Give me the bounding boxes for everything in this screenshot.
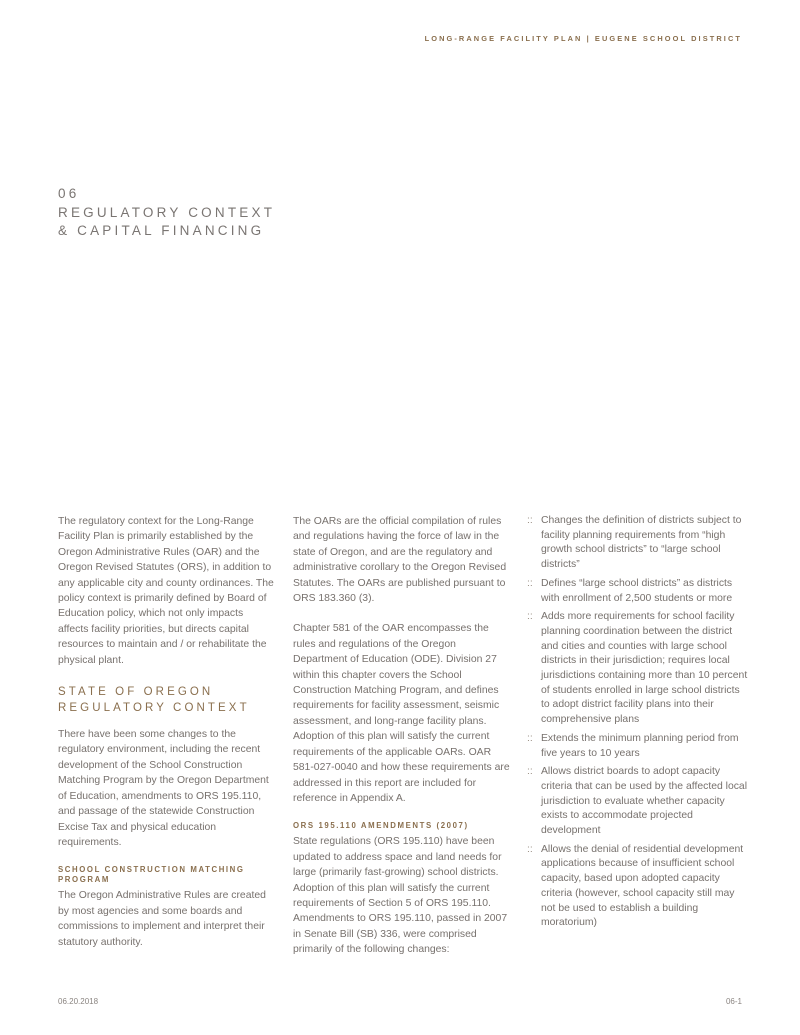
list-item-text: Extends the minimum planning period from five years to 10 years (541, 732, 739, 759)
bullet-marker: :: (527, 611, 533, 623)
text-column-2 (293, 514, 511, 973)
subheading-matching-program: SCHOOL CONSTRUCTION MATCHING PROGRAM (58, 865, 245, 885)
chapter-title-line2: & CAPITAL FINANCING (58, 223, 265, 238)
bullet-marker: :: (527, 515, 533, 526)
bullet-marker: :: (527, 577, 533, 589)
text-column-1 (58, 514, 276, 965)
list-item-text: Defines “large school districts” as districts with enrollment of 2,500 students or more (541, 577, 733, 604)
list-item (527, 732, 749, 761)
chapter-title (58, 185, 275, 241)
chapter-title-line1: REGULATORY CONTEXT (58, 204, 276, 220)
footer-page-number: 06-1 (725, 997, 742, 1006)
ors-amendments-paragraph: State regulations (ORS 195.110) have been updated to address space and land needs for large (primarily fast-growing) school districts. Adoption of this plan will satisfy the current requirements of Section 5 of ORS 195.110. Amendments to ORS 195.110, passed in 2007 in Senate Bill (SB) 336, were comprised primarily of the following changes: (293, 836, 508, 956)
intro-paragraph: The regulatory context for the Long-Range Facility Plan is primarily established by the Oregon Administrative Rules (OAR) and the Oregon Revised Statutes (ORS), in addition to any applicable city and county ordinances. The policy context is primarily defined by Board of Education policy, which not only impacts affects facility priorities, but directs capital resources to maintain and / or rehabilitate the physical plant. (58, 516, 274, 666)
section-heading-state-of-oregon (58, 684, 276, 716)
list-item (527, 577, 749, 606)
bullet-marker: :: (527, 766, 533, 778)
list-item-text: Allows district boards to adopt capacity criteria that can be used by the affected local jurisdiction to evaluate whether capacity exists to accommodate projected development (541, 766, 748, 837)
footer-date: 06.20.2018 (58, 997, 99, 1006)
bullet-marker: :: (527, 732, 533, 744)
list-item-text: Changes the definition of districts subject to facility planning requirements from “high growth school districts” to “large school districts” (541, 515, 742, 571)
regulatory-context-paragraph: There have been some changes to the regulatory environment, including the recent development of the School Construction Matching Program by the Oregon Department of Education, amendments to ORS 195.110, and passage of the statewide Construction Excise Tax and physical education requirements. (58, 729, 269, 848)
list-item-text: Allows the denial of residential development applications because of insufficient school capacity, based upon adopted capacity criteria (however, school capacity still may not be used to establish a building moratorium) (541, 843, 744, 929)
text-column-3 (527, 514, 749, 935)
list-item-text: Adds more requirements for school facility planning coordination between the district and cities and counties with large school districts in their jurisdiction; requires local jurisdictions containing more than 10 percent of students enrolled in large school districts to adopt district facility plans into their comprehensive plans (541, 611, 748, 726)
amendment-changes-list (527, 514, 749, 931)
matching-program-paragraph: The Oregon Administrative Rules are created by most agencies and some boards and commissions to implement and interpret their statutory authority. (58, 890, 266, 948)
oars-paragraph: The OARs are the official compilation of rules and regulations having the force of law in the state of Oregon, and are the regulatory and administrative corollary to the Oregon Revised Statutes. The OARs are published pursuant to ORS 183.360 (3). (293, 516, 507, 605)
chapter-number: 06 (58, 186, 80, 201)
section-heading-line2: REGULATORY CONTEXT (58, 702, 250, 715)
chapter-581-paragraph: Chapter 581 of the OAR encompasses the rules and regulations of the Oregon Department of Education (ODE). Division 27 within this chapter covers the School Construction Matching Program, and defines requirements for facility assessment, seismic assessment, and long-range facility plans. Adoption of this plan will satisfy the current requirements of the applicable OARs. OAR 581-027-0040 and how these requirements are addressed in this report are included for reference in Appendix A. (293, 623, 510, 804)
subheading-ors-amendments: ORS 195.110 AMENDMENTS (2007) (293, 821, 469, 831)
list-item (527, 514, 749, 573)
bullet-marker: :: (527, 843, 533, 855)
list-item (527, 765, 749, 839)
list-item (527, 610, 749, 728)
section-heading-line1: STATE OF OREGON (58, 686, 214, 699)
list-item (527, 843, 749, 931)
running-header: LONG-RANGE FACILITY PLAN | EUGENE SCHOOL DISTRICT (424, 34, 742, 43)
